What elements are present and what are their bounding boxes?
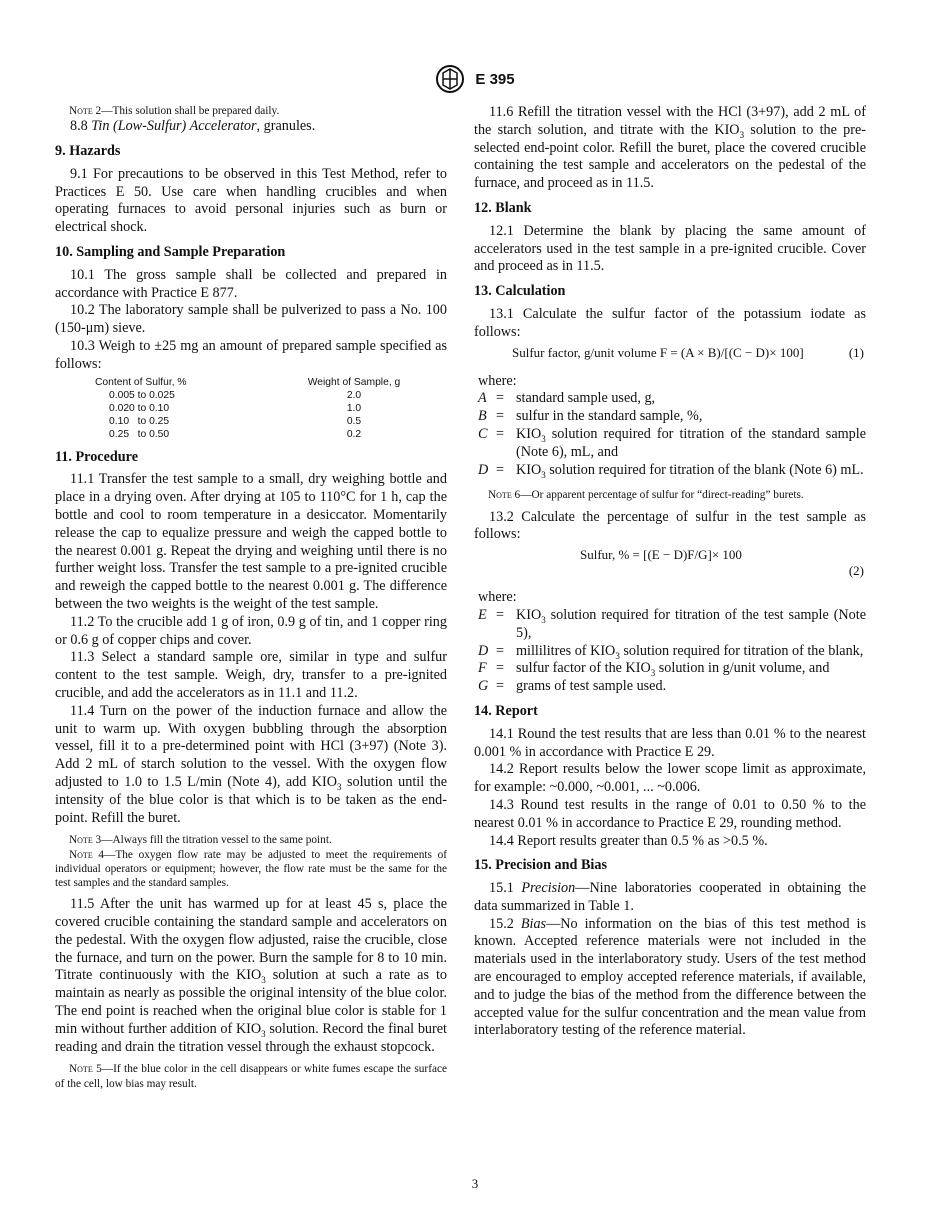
where-list-1: A = standard sample used, g, B = sulfur in the standard sample, %, C = $KIO_3$ solution required for titration of the standard sample (Note 6), mL, and D = $KIO_3$ solution required for titration of the blank (Note 6) mL. — [478, 390, 866, 480]
where-label: where: — [478, 589, 517, 606]
para-10-2: 10.2 The laboratory sample shall be pulverized to pass a No. 100 (150-μm) sieve. — [55, 302, 447, 337]
heading-blank: 12. Blank — [474, 199, 532, 216]
para-8-8: 8.8 Tin (Low-Sulfur) Accelerator, granules. — [70, 118, 316, 135]
para-11-1: 11.1 Transfer the test sample to a small, dry weighing bottle and place in a drying oven. After drying at 105 to 110°C for 1 h, cap the bottle and cool to room temperature in a desiccator. Momentarily release the cap to equalize pressure and weigh the capped bottle to the nearest 0.001 g. Repeat the drying and weighing until there is no further weight loss. Transfer the test sample to a pre-ignited crucible and reweigh the capped bottle to the nearest 0.001 g. The difference between the two weights is the weight of the test sample. — [55, 471, 447, 612]
para-14-1: 14.1 Round the test results that are less than 0.01 % to the nearest 0.001 % in accordance with Practice E 29. — [474, 725, 866, 760]
para-13-2: 13.2 Calculate the percentage of sulfur in the test sample as follows: — [474, 508, 866, 543]
para-11-6: 11.6 Refill the titration vessel with the HCl (3+97), add 2 mL of the starch solution, and titrate with the $KIO_3$ solution to the pre-selected end-point color. Refill the buret, place the covered crucible containing the test sample and accelerators on the pedestal of the furnace, and proceed as in 11.5. — [474, 104, 866, 192]
para-12-1: 12.1 Determine the blank by placing the same amount of accelerators used in the test sample in a pre-ignited crucible. Cover and proceed as in 11.5. — [474, 222, 866, 275]
table-cell: 0.005 to 0.025 — [109, 389, 175, 401]
note-6: Note 6—Or apparent percentage of sulfur for “direct-reading” burets. — [488, 489, 804, 502]
equation-2-number: (2) — [848, 563, 864, 579]
para-11-2: 11.2 To the crucible add 1 g of iron, 0.9 g of tin, and 1 copper ring or 0.6 g of copper chips and cover. — [55, 613, 447, 648]
table-cell: 0.2 — [346, 429, 362, 441]
heading-precision-bias: 15. Precision and Bias — [474, 857, 607, 874]
page-number: 3 — [471, 1176, 479, 1191]
para-11-5: 11.5 After the unit has warmed up for at least 45 s, place the covered crucible containing the standard sample and accelerators on the pedestal. With the oxygen flow adjusted, raise the crucible, close the furnace, and turn on the power. Burn the sample for 8 to 10 min. Titrate continuously with the $KIO_3$ solution at such a rate as to maintain as nearly as possible the original intensity of the blue color. The end point is reached when the original blue color is stable for 1 min without further addition of $KIO_3$ solution. Record the final buret reading and drain the titration vessel through the exhaust stopcock. — [55, 896, 447, 1055]
table-cell: 1.0 — [346, 402, 362, 414]
para-10-3: 10.3 Weigh to ±25 mg an amount of prepared sample specified as follows: — [55, 337, 447, 372]
sample-weight-table — [95, 376, 404, 442]
table-row — [95, 389, 404, 402]
heading-sampling: 10. Sampling and Sample Preparation — [55, 243, 286, 260]
para-14-2: 14.2 Report results below the lower scope limit as approximate, for example: ~0.000, ~0.001, ... ~0.006. — [474, 761, 866, 796]
table-cell: 2.0 — [346, 389, 362, 401]
note-4: Note 4—The oxygen flow rate may be adjusted to meet the requirements of individual operators or equipment; however, the flow rate must be the same for the test samples and the standard samples. — [55, 848, 447, 889]
table-header: Weight of Sample, g — [307, 376, 401, 388]
note-2: Note 2—This solution shall be prepared daily. — [69, 105, 280, 117]
heading-hazards: 9. Hazards — [55, 143, 121, 159]
equation-1-number: (1) — [848, 344, 864, 360]
document-designation: E 395 — [475, 70, 515, 88]
para-13-1: 13.1 Calculate the sulfur factor of the potassium iodate as follows: — [474, 305, 866, 340]
heading-report: 14. Report — [474, 702, 538, 719]
left-column — [55, 104, 447, 1091]
para-14-4: 14.4 Report results greater than 0.5 % as >0.5 %. — [489, 832, 768, 849]
table-header: Content of Sulfur, % — [95, 376, 187, 388]
para-15-2: 15.2 Bias—No information on the bias of this test method is known. Accepted reference materials were not included in the materials used in the interlaboratory study. Users of the test method are encouraged to employ accepted reference materials, if available, and to judge the bias of the method from the difference between the accepted value for the sulfur concentration and the mean value from interlaboratory testing of the reference material. — [474, 915, 867, 1039]
note-5: Note 5—If the blue color in the cell disappears or white fumes escape the surface of the cell, low bias may result. — [55, 1063, 447, 1090]
para-15-1: 15.1 Precision—Nine laboratories cooperated in obtaining the data summarized in Table 1. — [474, 880, 866, 914]
table-cell: 0.5 — [346, 416, 362, 428]
para-11-4: 11.4 Turn on the power of the induction furnace and allow the unit to warm up. With oxygen bubbling through the absorption vessel, fill it to a pre-determined point with HCl (3+97) (Note 3). Add 2 mL of starch solution to the vessel. With the oxygen flow adjusted to 1.0 to 1.5 L/min (Note 4), add $KIO_3$ solution until the intensity of the blue color is that which is to be taken as the end-point. Refill the buret. — [55, 702, 447, 826]
where-list-2: E = $KIO_3$ solution required for titration of the test sample (Note 5), D = millilitres of $KIO_3$ solution required for titration of the blank, F = sulfur factor of the $KIO_3$ solution in g/unit volume, and G = grams of test sample used. — [478, 606, 866, 695]
equation-2 — [474, 544, 866, 580]
equation-2-body: Sulfur, % = [(E − D)F/G]× 100 — [580, 547, 742, 563]
table-cell: 0.10 to 0.25 — [109, 416, 170, 428]
heading-procedure: 11. Procedure — [55, 448, 139, 465]
equation-1-body: Sulfur factor, g/unit volume F = (A × B)/[(C − D)× 100] — [512, 344, 804, 360]
page-header — [0, 64, 950, 94]
table-cell: 0.25 to 0.50 — [109, 429, 170, 441]
right-column — [474, 104, 866, 1040]
astm-logo-icon — [435, 64, 465, 94]
para-9-1: 9.1 For precautions to be observed in this Test Method, refer to Practices E 50. Use care when handling crucibles and when operating furnaces to avoid personal injuries such as burn or electrical shock. — [55, 165, 447, 236]
note-3: Note 3—Always fill the titration vessel to the same point. — [69, 834, 332, 847]
table-row — [95, 415, 404, 428]
para-14-3: 14.3 Round test results in the range of 0.01 to 0.50 % to the nearest 0.01 % in accordance to Practice E 29, rounding method. — [474, 796, 866, 831]
para-11-3: 11.3 Select a standard sample ore, similar in type and sulfur content to the test sample. Weigh, dry, transfer to a pre-ignited crucible, and add the accelerators as in 11.1 and 11.2. — [55, 649, 447, 701]
table-row — [95, 402, 404, 415]
where-label: where: — [478, 372, 517, 389]
table-cell: 0.020 to 0.10 — [109, 402, 170, 414]
para-10-1: 10.1 The gross sample shall be collected and prepared in accordance with Practice E 877. — [55, 266, 447, 301]
equation-1 — [474, 342, 866, 364]
table-row — [95, 428, 404, 441]
heading-calculation: 13. Calculation — [474, 283, 566, 300]
table-header-row — [95, 376, 404, 389]
